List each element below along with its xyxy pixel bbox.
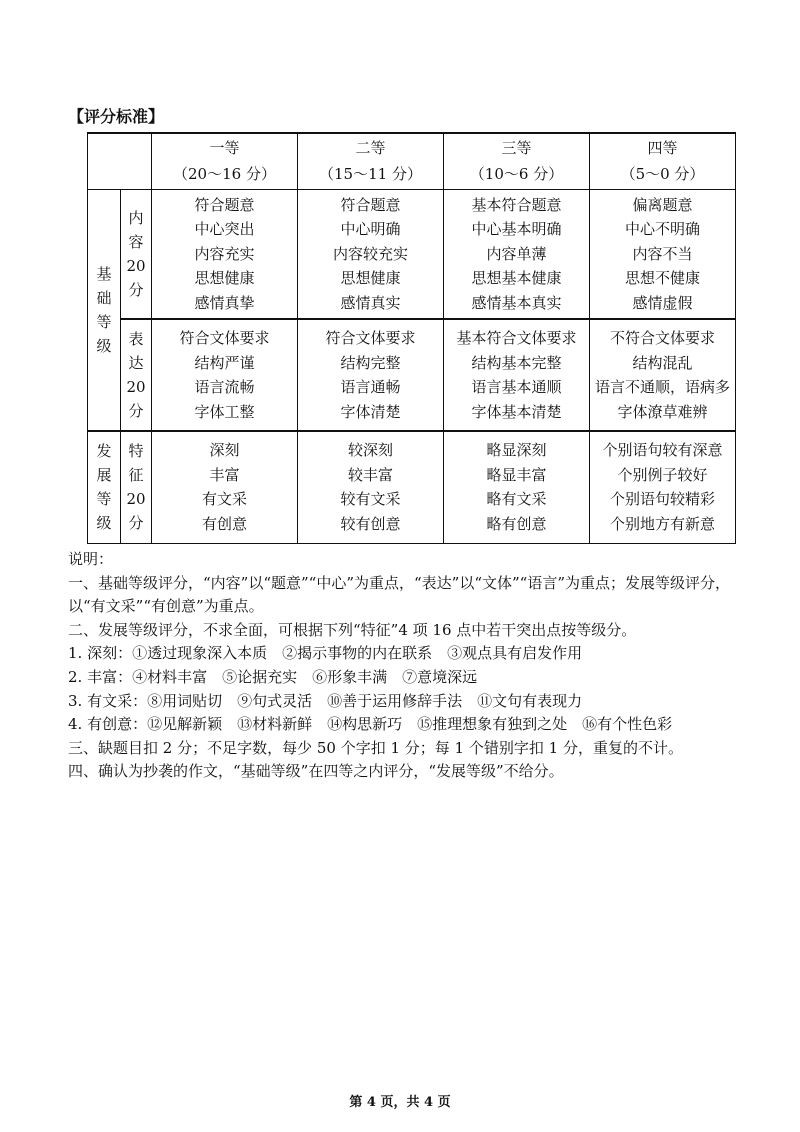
note-line: 一、基础等级评分，“内容”以“题意”“中心”为重点，“表达”以“文体”“语言”为重点；发展等级评分， (68, 573, 731, 592)
content-grade-4: 偏离题意 中心不明确 内容不当 思想不健康 感情虚假 (590, 189, 736, 319)
grade-header-4: 四等 （5～0 分） (590, 133, 736, 189)
expression-grade-2: 符合文体要求 结构完整 语言通畅 字体清楚 (298, 319, 444, 431)
grade-header-1: 一等 （20～16 分） (152, 133, 298, 189)
feature-grade-3: 略显深刻 略显丰富 略有文采 略有创意 (444, 431, 590, 543)
basic-level-label: 基 础 等 级 (88, 189, 121, 431)
content-label: 内 容 20 分 (121, 189, 152, 319)
corner-cell (88, 133, 152, 189)
content-grade-3: 基本符合题意 中心基本明确 内容单薄 思想基本健康 感情基本真实 (444, 189, 590, 319)
grade-header-2: 二等 （15～11 分） (298, 133, 444, 189)
section-title: 【评分标准】 (68, 107, 165, 126)
feature-label: 特 征 20 分 (121, 431, 152, 543)
notes-heading: 说明： (68, 550, 114, 568)
development-level-label: 发 展 等 级 (88, 431, 121, 543)
expression-grade-3: 基本符合文体要求 结构基本完整 语言基本通顺 字体基本清楚 (444, 319, 590, 431)
note-line: 二、发展等级评分，不求全面，可根据下列“特征”4 项 16 点中若干突出点按等级分。 (68, 620, 637, 639)
expression-row (88, 319, 736, 431)
note-line: 1. 深刻：①透过现象深入本质 ②揭示事物的内在联系 ③观点具有启发作用 (68, 644, 583, 663)
page-footer: 第 4 页，共 4 页 (349, 1095, 451, 1110)
scoring-rubric-table (87, 132, 736, 544)
expression-label: 表 达 20 分 (121, 319, 152, 431)
expression-grade-4: 不符合文体要求 结构混乱 语言不通顺，语病多 字体潦草难辨 (590, 319, 736, 431)
note-line: 以“有文采”“有创意”为重点。 (68, 597, 264, 616)
content-grade-1: 符合题意 中心突出 内容充实 思想健康 感情真挚 (152, 189, 298, 319)
note-line: 四、确认为抄袭的作文，“基础等级”在四等之内评分，“发展等级”不给分。 (68, 762, 564, 781)
note-line: 三、缺题目扣 2 分；不足字数，每少 50 个字扣 1 分；每 1 个错别字扣 1 分，重复的不计。 (68, 738, 683, 757)
expression-grade-1: 符合文体要求 结构严谨 语言流畅 字体工整 (152, 319, 298, 431)
grade-header-row (88, 133, 736, 189)
feature-grade-2: 较深刻 较丰富 较有文采 较有创意 (298, 431, 444, 543)
content-grade-2: 符合题意 中心明确 内容较充实 思想健康 感情真实 (298, 189, 444, 319)
feature-row (88, 431, 736, 543)
feature-grade-1: 深刻 丰富 有文采 有创意 (152, 431, 298, 543)
note-line: 4. 有创意：⑫见解新颖 ⑬材料新鲜 ⑭构思新巧 ⑮推理想象有独到之处 ⑯有个性色彩 (68, 715, 673, 734)
grade-header-3: 三等 （10～6 分） (444, 133, 590, 189)
feature-grade-4: 个别语句较有深意 个别例子较好 个别语句较精彩 个别地方有新意 (590, 431, 736, 543)
note-line: 3. 有文采：⑧用词贴切 ⑨句式灵活 ⑩善于运用修辞手法 ⑪文句有表现力 (68, 691, 583, 710)
notes-section (68, 548, 768, 784)
content-row (88, 189, 736, 319)
note-line: 2. 丰富：④材料丰富 ⑤论据充实 ⑥形象丰满 ⑦意境深远 (68, 667, 478, 686)
